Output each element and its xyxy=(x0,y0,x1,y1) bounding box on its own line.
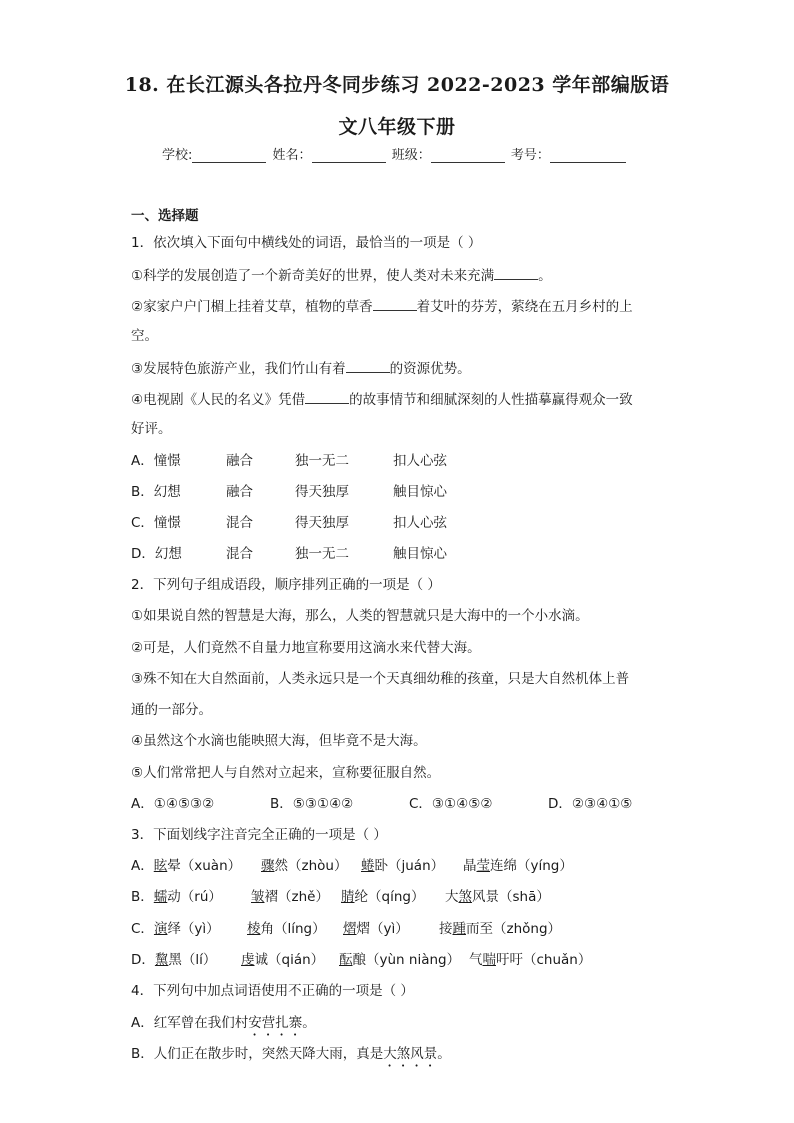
q2-option-c: C．③①④⑤② xyxy=(409,796,493,812)
q1-sentence-4 xyxy=(131,389,633,409)
q2-option-b: B．⑤③①④② xyxy=(270,796,354,812)
q1-s1-text: ①科学的发展创造了一个新奇美好的世界，使人类对未来充满 xyxy=(131,268,495,284)
student-info-row xyxy=(162,144,628,163)
q3-a-item1: A．眩晕（xuàn） xyxy=(131,858,242,874)
q3-b-item3: 腈纶（qíng） xyxy=(341,889,425,905)
q1-sentence-4-cont: 好评。 xyxy=(131,421,172,437)
exam-no-blank xyxy=(550,148,626,163)
option-cell: 得天独厚 xyxy=(295,515,349,531)
q1-sentence-1 xyxy=(131,265,552,285)
q3-option-c xyxy=(131,920,691,938)
q3-option-b xyxy=(131,888,671,906)
q3-b-item4: 大煞风景（shā） xyxy=(445,889,550,905)
q3-c-item2: 棱角（líng） xyxy=(247,921,326,937)
option-cell: 扣人心弦 xyxy=(393,515,447,531)
q3-d-item4: 气喘吁吁（chuǎn） xyxy=(469,952,592,968)
q2-options xyxy=(131,795,671,813)
q4-b-end: 。 xyxy=(437,1046,451,1062)
q3-b-item2: 皱褶（zhě） xyxy=(251,889,329,905)
q4-stem: 4．下列句中加点词语使用不正确的一项是（ ） xyxy=(131,983,414,999)
name-label: 姓名： xyxy=(272,148,312,163)
q3-a-item3: 蜷卧（juán） xyxy=(361,858,445,874)
q4-b-text: B．人们正在散步时，突然天降大雨，真是 xyxy=(131,1046,384,1062)
q4-a-end: 。 xyxy=(302,1015,316,1031)
exam-no-label: 考号： xyxy=(510,148,550,163)
q1-sentence-2 xyxy=(131,296,633,316)
q2-sentence-2: ②可是，人们竟然不自量力地宣称要用这滴水来代替大海。 xyxy=(131,640,481,656)
q1-s2-text: ②家家户户门楣上挂着艾草，植物的草香 xyxy=(131,299,373,315)
q1-option-c xyxy=(131,514,531,532)
q3-stem: 3．下面划线字注音完全正确的一项是（ ） xyxy=(131,827,387,843)
q1-s4-text-b: 的故事情节和细腻深刻的人性描摹赢得观众一致 xyxy=(349,392,633,408)
option-cell: C．憧憬 xyxy=(131,515,181,531)
option-cell: 独一无二 xyxy=(295,546,349,562)
option-cell: 得天独厚 xyxy=(295,484,349,500)
option-cell: 融合 xyxy=(226,453,253,469)
option-cell: D．幻想 xyxy=(131,546,182,562)
q1-stem: 1．依次填入下面句中横线处的词语，最恰当的一项是（ ） xyxy=(131,235,482,251)
option-cell: 触目惊心 xyxy=(393,546,447,562)
class-blank xyxy=(431,148,505,163)
q3-d-item1: D．黧黑（lí） xyxy=(131,952,217,968)
option-cell: 混合 xyxy=(226,515,253,531)
option-cell: 触目惊心 xyxy=(393,484,447,500)
q1-s3-text: ③发展特色旅游产业，我们竹山有着 xyxy=(131,361,346,377)
fill-blank xyxy=(373,296,417,311)
q2-sentence-5: ⑤人们常常把人与自然对立起来，宣称要征服自然。 xyxy=(131,765,441,781)
q4-option-b xyxy=(131,1045,451,1070)
q2-stem: 2．下列句子组成语段，顺序排列正确的一项是（ ） xyxy=(131,577,441,593)
q3-a-item2: 骤然（zhòu） xyxy=(261,858,348,874)
q3-c-item4: 接踵而至（zhǒng） xyxy=(439,921,562,937)
q1-sentence-2-cont: 空。 xyxy=(131,328,158,344)
q1-s3-text-b: 的资源优势。 xyxy=(389,361,471,377)
option-cell: 混合 xyxy=(226,546,253,562)
q3-a-item4: 晶莹连绵（yíng） xyxy=(463,858,573,874)
q1-s1-end: 。 xyxy=(538,268,552,284)
q2-sentence-4: ④虽然这个水滴也能映照大海，但毕竟不是大海。 xyxy=(131,733,427,749)
section-heading: 一、选择题 xyxy=(131,208,199,224)
q2-sentence-1: ①如果说自然的智慧是大海，那么，人类的智慧就只是大海中的一个小水滴。 xyxy=(131,608,589,624)
option-cell: 扣人心弦 xyxy=(393,453,447,469)
q4-b-dotted: 大煞风景 xyxy=(383,1046,438,1062)
option-cell: A．憧憬 xyxy=(131,453,181,469)
option-cell: B．幻想 xyxy=(131,484,181,500)
q3-c-item1: C．演绎（yì） xyxy=(131,921,220,937)
q2-sentence-3-cont: 通的一部分。 xyxy=(131,702,212,718)
q1-option-b xyxy=(131,483,531,501)
q4-a-text: A．红军曾在我们村 xyxy=(131,1015,249,1031)
fill-blank xyxy=(494,265,538,280)
fill-blank xyxy=(346,358,390,373)
q2-option-a: A．①④⑤③② xyxy=(131,796,215,812)
q3-d-item3: 酝酿（yùn niàng） xyxy=(339,952,461,968)
q3-option-d xyxy=(131,951,691,969)
doc-title-line1: 18. 在长江源头各拉丹冬同步练习 2022-2023 学年部编版语 xyxy=(124,74,670,96)
q3-d-item2: 虔诚（qián） xyxy=(241,952,325,968)
name-blank xyxy=(312,148,386,163)
school-label: 学校: xyxy=(162,148,193,163)
q3-c-item3: 熠熠（yì） xyxy=(343,921,409,937)
q1-option-a xyxy=(131,452,531,470)
q2-sentence-3: ③殊不知在大自然面前，人类永远只是一个天真细幼稚的孩童，只是大自然机体上普 xyxy=(131,671,630,687)
option-cell: 融合 xyxy=(226,484,253,500)
option-cell: 独一无二 xyxy=(295,453,349,469)
school-blank xyxy=(192,148,266,163)
q3-option-a xyxy=(131,857,671,875)
q3-b-item1: B．蠕动（rú） xyxy=(131,889,222,905)
q1-s2-text-b: 着艾叶的芬芳，萦绕在五月乡村的上 xyxy=(416,299,633,315)
class-label: 班级： xyxy=(391,148,431,163)
doc-title-line2: 文八年级下册 xyxy=(338,116,456,138)
q2-option-d: D．②③④①⑤ xyxy=(548,796,633,812)
q4-a-dotted: 安营扎寨 xyxy=(248,1015,303,1031)
fill-blank xyxy=(305,389,349,404)
q1-option-d xyxy=(131,545,531,563)
q1-sentence-3 xyxy=(131,358,471,378)
q4-option-a xyxy=(131,1014,316,1039)
q1-s4-text: ④电视剧《人民的名义》凭借 xyxy=(131,392,306,408)
